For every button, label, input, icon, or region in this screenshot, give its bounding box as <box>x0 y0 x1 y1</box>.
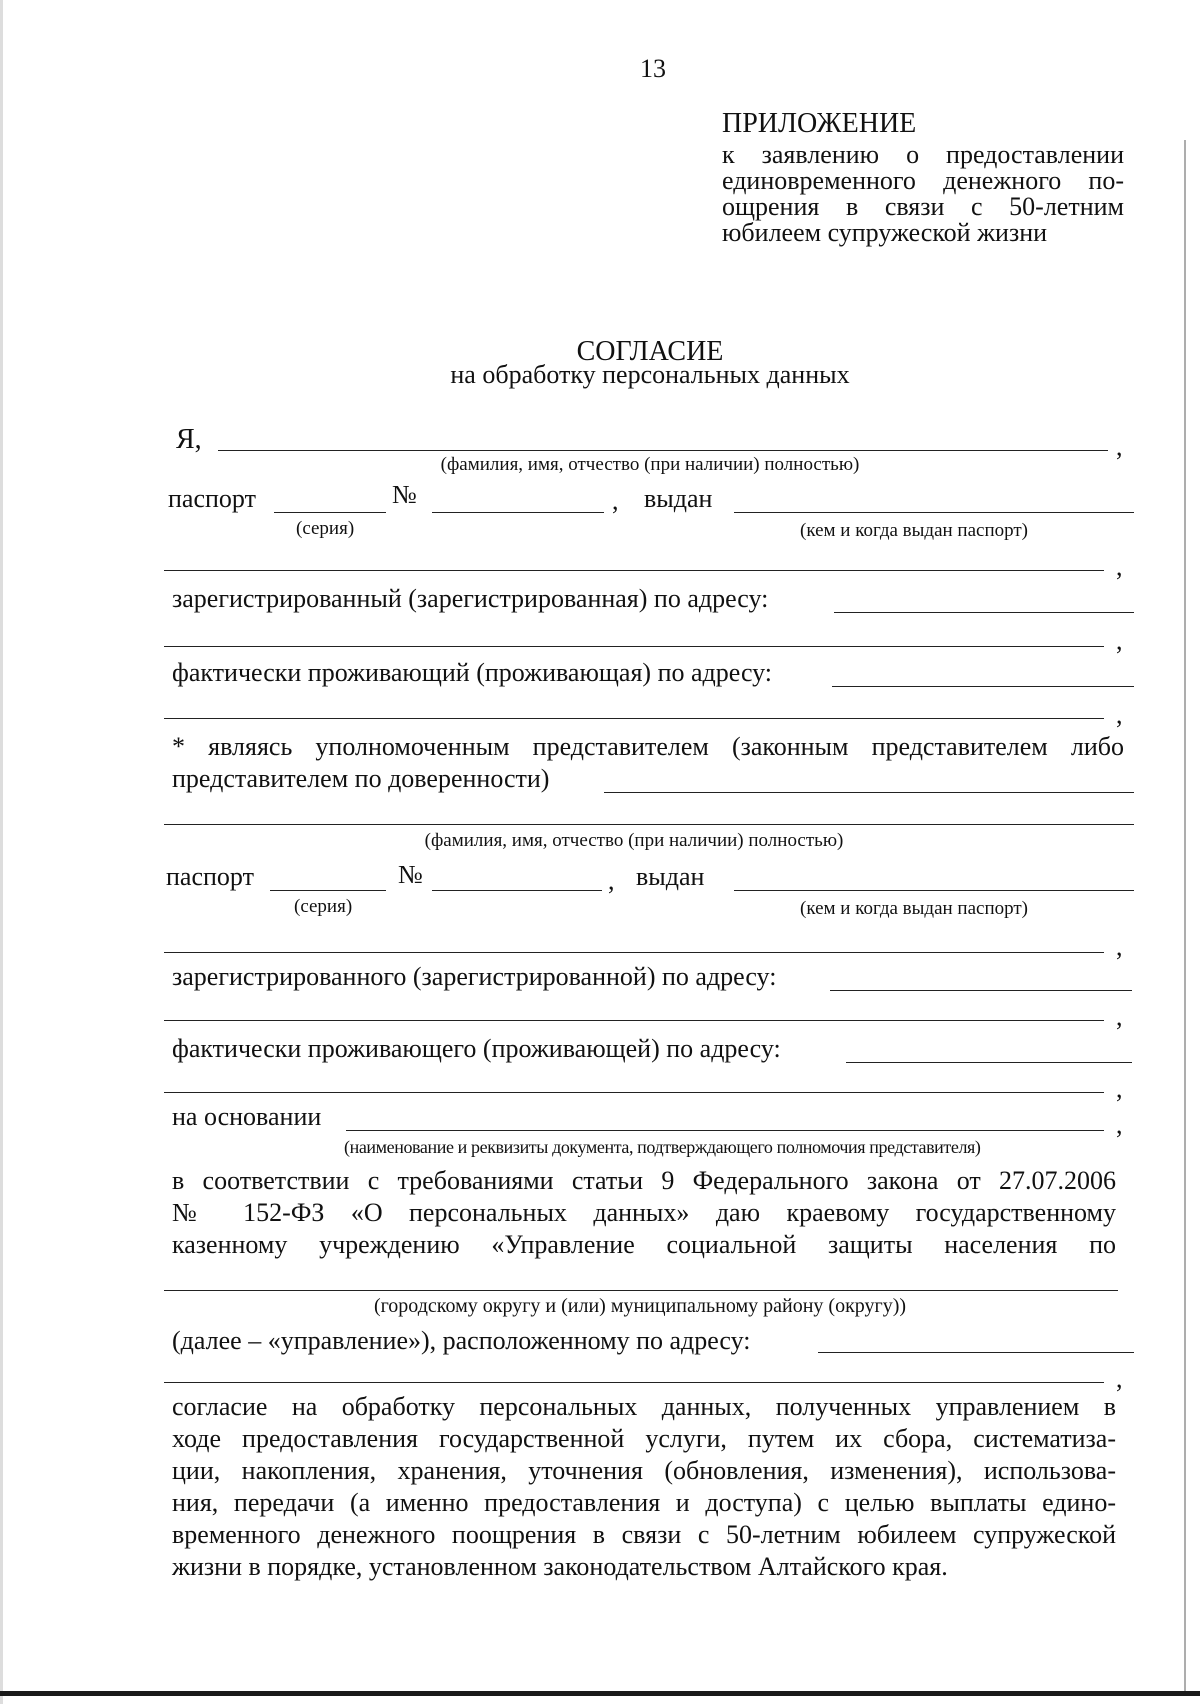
comma: , <box>1116 1074 1123 1103</box>
office-address-field-continued[interactable] <box>164 1382 1104 1383</box>
comma: , <box>1116 552 1123 581</box>
number-sign: № <box>392 480 417 509</box>
appendix-line: ощрения в связи с 50-летним <box>722 192 1124 221</box>
comma: , <box>1116 432 1123 461</box>
body-line: ции, накопления, хранения, уточнения (обновления, изменения), использова- <box>172 1456 1116 1485</box>
body-line: № 152-ФЗ «О персональных данных» даю краевому государственному <box>172 1198 1116 1227</box>
rep-passport-issued-field[interactable] <box>734 890 1134 891</box>
body-line: временного денежного поощрения в связи с 50-летним юбилеем супружеской <box>172 1520 1116 1549</box>
page-number: 13 <box>640 54 666 83</box>
issued-caption: (кем и когда выдан паспорт) <box>800 520 1029 541</box>
passport-number-field[interactable] <box>432 512 604 513</box>
document-subtitle: на обработку персональных данных <box>450 360 850 389</box>
body-line: в соответствии с требованиями статьи 9 Федерального закона от 27.07.2006 <box>172 1166 1116 1195</box>
representative-text: представителем по доверенности) <box>172 764 550 793</box>
document-title: СОГЛАСИЕ <box>576 336 724 367</box>
appendix-line: юбилеем супружеской жизни <box>722 218 1048 247</box>
representative-field[interactable] <box>604 792 1134 793</box>
fio-caption: (фамилия, имя, отчество (при наличии) полностью) <box>440 454 860 475</box>
rep-issued-label: выдан <box>636 862 705 891</box>
issued-label: выдан <box>644 484 713 513</box>
scan-bottom-edge <box>0 1691 1200 1696</box>
body-line: согласие на обработку персональных данных, полученных управлением в <box>172 1392 1116 1421</box>
appendix-title: ПРИЛОЖЕНИЕ <box>722 108 917 139</box>
district-field[interactable] <box>164 1290 1118 1291</box>
representative-text: * являясь уполномоченным представителем (законным представителем либо <box>172 732 1124 761</box>
rep-residing-label: фактически проживающего (проживающей) по адресу: <box>172 1034 781 1063</box>
body-line: жизни в порядке, установленном законодательством Алтайского края. <box>172 1552 948 1581</box>
rep-fio-caption: (фамилия, имя, отчество (при наличии) полностью) <box>424 830 844 851</box>
i-label: Я, <box>176 424 202 455</box>
rep-passport-series-field[interactable] <box>270 890 386 891</box>
registered-label: зарегистрированный (зарегистрированная) по адресу: <box>172 584 769 613</box>
passport-series-field[interactable] <box>274 512 386 513</box>
comma: , <box>1116 1364 1123 1393</box>
scan-left-edge <box>0 0 3 1704</box>
rep-residing-address-field[interactable] <box>846 1062 1132 1063</box>
rep-passport-number-field[interactable] <box>432 890 602 891</box>
rep-passport-issued-field-continued[interactable] <box>164 952 1104 953</box>
residing-address-field[interactable] <box>832 686 1134 687</box>
appendix-line: единовременного денежного по- <box>722 166 1124 195</box>
comma: , <box>1116 1110 1123 1139</box>
rep-registered-label: зарегистрированного (зарегистрированной) по адресу: <box>172 962 777 991</box>
rep-issued-caption: (кем и когда выдан паспорт) <box>800 898 1029 919</box>
address-label: (далее – «управление»), расположенному по адресу: <box>172 1326 751 1355</box>
basis-field[interactable] <box>346 1130 1104 1131</box>
rep-passport-label: паспорт <box>166 862 254 891</box>
passport-issued-field-continued[interactable] <box>164 570 1104 571</box>
series-caption: (серия) <box>296 518 355 539</box>
representative-field-continued[interactable] <box>164 824 1134 825</box>
rep-series-caption: (серия) <box>294 896 353 917</box>
passport-issued-field[interactable] <box>734 512 1134 513</box>
registered-address-field-continued[interactable] <box>164 646 1104 647</box>
body-line: ходе предоставления государственной услуги, путем их сбора, систематиза- <box>172 1424 1116 1453</box>
office-address-field[interactable] <box>818 1352 1134 1353</box>
rep-registered-address-field[interactable] <box>830 990 1132 991</box>
comma: , <box>1116 932 1123 961</box>
body-line: ния, передачи (а именно предоставления и доступа) с целью выплаты едино- <box>172 1488 1116 1517</box>
comma: , <box>1116 700 1123 729</box>
district-caption: (городскому округу и (или) муниципальному району (округу)) <box>373 1295 907 1317</box>
fio-field[interactable] <box>218 450 1108 451</box>
basis-caption: (наименование и реквизиты документа, подтверждающего полномочия представителя) <box>344 1137 981 1157</box>
rep-registered-address-field-continued[interactable] <box>164 1020 1104 1021</box>
body-line: казенному учреждению «Управление социальной защиты населения по <box>172 1230 1116 1259</box>
basis-label: на основании <box>172 1102 322 1131</box>
comma: , <box>1116 1002 1123 1031</box>
appendix-line: к заявлению о предоставлении <box>722 140 1124 169</box>
rep-residing-address-field-continued[interactable] <box>164 1092 1104 1093</box>
registered-address-field[interactable] <box>834 612 1134 613</box>
passport-label: паспорт <box>168 484 256 513</box>
comma: , <box>612 486 619 515</box>
residing-address-field-continued[interactable] <box>164 718 1104 719</box>
comma: , <box>608 866 615 895</box>
number-sign: № <box>398 860 423 889</box>
comma: , <box>1116 626 1123 655</box>
residing-label: фактически проживающий (проживающая) по адресу: <box>172 658 773 687</box>
